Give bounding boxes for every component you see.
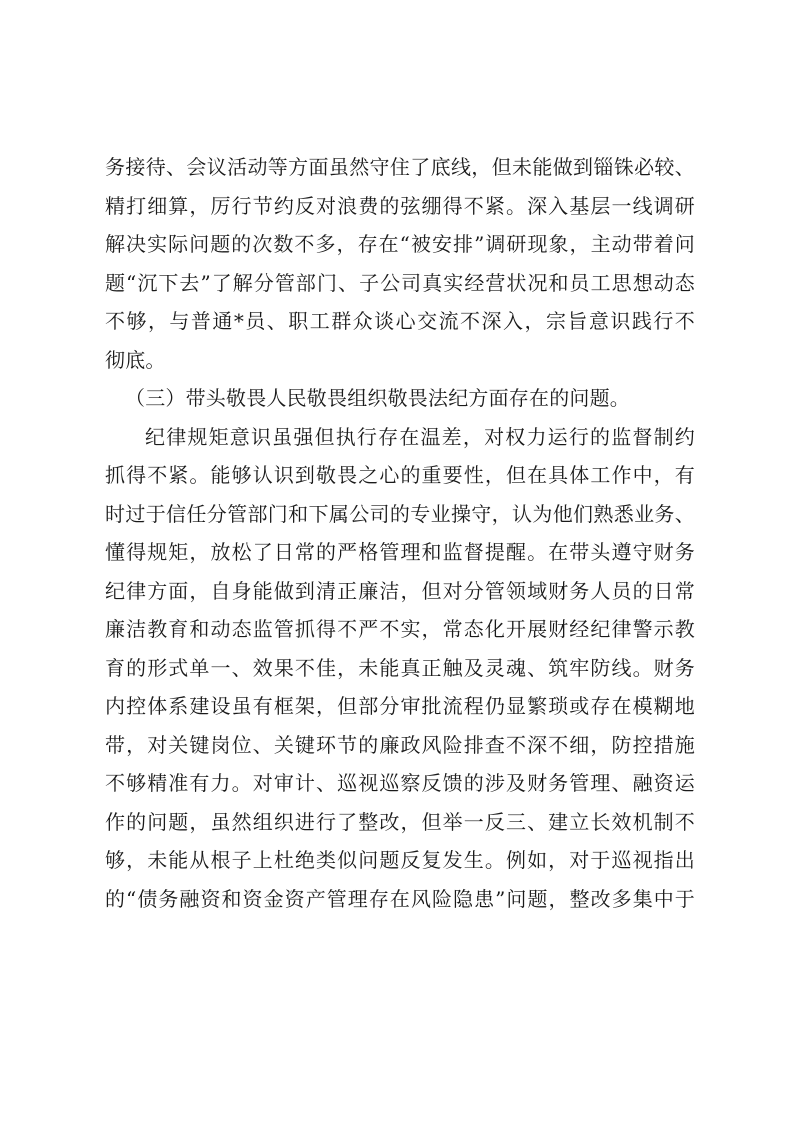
text-line: 带，对关键岗位、关键环节的廉政风险排查不深不细，防控措施 <box>105 732 695 757</box>
text-line: 解决实际问题的次数不多，存在“被安排”调研现象，主动带着问 <box>105 232 695 256</box>
text-line: 的“债务融资和资金资产管理存在风险隐患”问题，整改多集中于 <box>105 886 695 911</box>
document-body <box>105 148 695 918</box>
text-line: 够，未能从根子上杜绝类似问题反复发生。例如，对于巡视指出 <box>105 848 695 872</box>
text-line: 懂得规矩，放松了日常的严格管理和监督提醒。在带头遵守财务 <box>105 540 695 564</box>
text-line: 廉洁教育和动态监管抓得不严不实，常态化开展财经纪律警示教 <box>105 617 695 641</box>
text-line: 彻底。 <box>105 347 166 372</box>
text-line: 纪律方面，自身能做到清正廉洁，但对分管领域财务人员的日常 <box>105 578 695 603</box>
section-heading: （三）带头敬畏人民敬畏组织敬畏法纪方面存在的问题。 <box>125 386 630 410</box>
text-line: 作的问题，虽然组织进行了整改，但举一反三、建立长效机制不 <box>105 809 695 834</box>
text-line: 内控体系建设虽有框架，但部分审批流程仍显繁琐或存在模糊地 <box>105 694 695 718</box>
text-line: 题“沉下去”了解分管部门、子公司真实经营状况和员工思想动态 <box>105 270 695 295</box>
text-line: 育的形式单一、效果不佳，未能真正触及灵魂、筑牢防线。财务 <box>105 655 695 680</box>
text-line: 精打细算，厉行节约反对浪费的弦绷得不紧。深入基层一线调研 <box>105 193 695 218</box>
text-line: 不够精准有力。对审计、巡视巡察反馈的涉及财务管理、融资运 <box>105 771 695 795</box>
text-line: 不够，与普通*员、职工群众谈心交流不深入，宗旨意识践行不 <box>105 309 695 333</box>
paragraph-first-line: 纪律规矩意识虽强但执行存在温差，对权力运行的监督制约 <box>145 424 695 449</box>
text-line: 抓得不紧。能够认识到敬畏之心的重要性，但在具体工作中，有 <box>105 463 695 487</box>
text-line: 时过于信任分管部门和下属公司的专业操守，认为他们熟悉业务、 <box>105 501 695 526</box>
text-line: 务接待、会议活动等方面虽然守住了底线，但未能做到锱铢必较、 <box>105 155 695 179</box>
